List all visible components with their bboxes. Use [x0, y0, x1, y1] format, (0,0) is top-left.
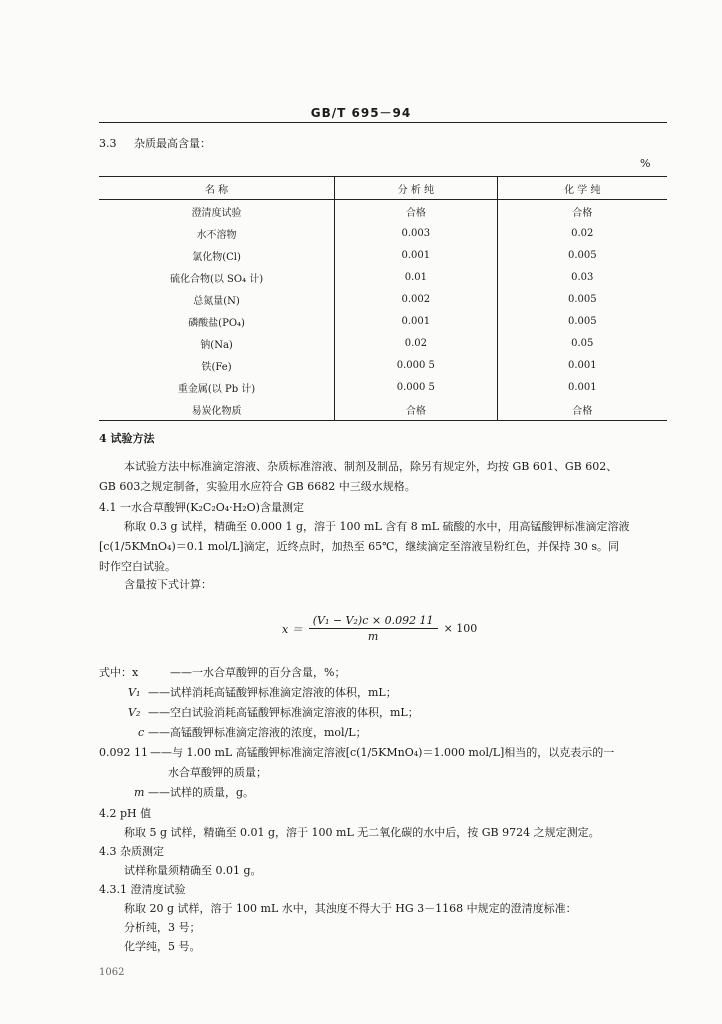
- unit-label: %: [640, 157, 651, 170]
- table-cell: 0.000 5: [335, 354, 497, 376]
- table-cell: 0.001: [335, 244, 497, 266]
- table-cell: 水不溶物: [196, 229, 237, 241]
- table-header-ar: 分 析 纯: [335, 177, 497, 200]
- table-cell: 合格: [497, 398, 667, 421]
- where-desc-c: ——高锰酸钾标准滴定溶液的浓度，mol/L；: [148, 726, 367, 739]
- table-cell: 磷酸盐(PO₄): [188, 317, 245, 329]
- table-cell: 铁(Fe): [201, 361, 232, 373]
- section-3-3-number: 3.3: [99, 137, 117, 150]
- table-cell: 合格: [497, 200, 667, 223]
- section-4-2-heading: 4.2 pH 值: [99, 807, 152, 820]
- where-desc-factor: ——与 1.00 mL 高锰酸钾标准滴定溶液[c(1/5KMnO₄)＝1.000 mol/L]相当的，以克表示的一: [150, 746, 615, 759]
- section-4-3-1-cp: 化学纯，5 号。: [124, 940, 201, 953]
- table-cell: 0.02: [497, 222, 667, 244]
- where-symbol-v2: V₂: [128, 706, 141, 719]
- where-symbol-factor: 0.092 11: [99, 746, 148, 759]
- table-row: [99, 222, 667, 244]
- section-4-1-line-3: 时作空白试验。: [99, 560, 176, 573]
- table-cell: 硫化合物(以 SO₄ 计): [169, 273, 264, 285]
- table-cell: 0.01: [335, 266, 497, 288]
- table-row: [99, 200, 667, 223]
- section-4-3-1-ar: 分析纯，3 号；: [124, 921, 201, 934]
- table-cell: 0.005: [497, 288, 667, 310]
- table-cell: 合格: [335, 200, 497, 223]
- where-symbol-v1: V₁: [128, 686, 141, 699]
- table-row: [99, 310, 667, 332]
- section-4-para-2: GB 603之规定制备，实验用水应符合 GB 6682 中三级水规格。: [99, 480, 416, 493]
- table-cell: 0.003: [335, 222, 497, 244]
- section-4-3-1-text: 称取 20 g 试样，溶于 100 mL 水中，其浊度不得大于 HG 3－1168 中规定的澄清度标准：: [124, 902, 577, 915]
- document-header: GB/T 695－94: [310, 106, 412, 120]
- where-desc-m: ——试样的质量，g。: [148, 786, 255, 799]
- formula-numerator: (V₁ − V₂)c × 0.092 11: [309, 614, 438, 629]
- where-desc-v1: ——试样消耗高锰酸钾标准滴定溶液的体积，mL；: [148, 686, 397, 699]
- where-desc-factor-cont: 水合草酸钾的质量；: [168, 766, 267, 779]
- section-4-2-text: 称取 5 g 试样，精确至 0.01 g，溶于 100 mL 无二氧化碳的水中后，按 GB 9724 之规定测定。: [124, 826, 600, 839]
- section-3-3-title: 杂质最高含量：: [134, 137, 211, 150]
- formula-denominator: m: [367, 630, 379, 643]
- calc-intro: 含量按下式计算：: [124, 578, 212, 591]
- table-cell: 0.02: [335, 332, 497, 354]
- impurity-table: [99, 176, 667, 421]
- table-row: [99, 376, 667, 398]
- table-cell: 0.001: [497, 376, 667, 398]
- section-4-1-line-2: [c(1/5KMnO₄)＝0.1 mol/L]滴定，近终点时，加热至 65℃，继续滴定至溶液呈粉红色，并保持 30 s。同: [99, 540, 620, 553]
- table-cell: 0.001: [497, 354, 667, 376]
- where-symbol-c: c: [138, 726, 145, 739]
- section-4-1-line-1: 称取 0.3 g 试样，精确至 0.000 1 g，溶于 100 mL 含有 8 mL 硫酸的水中，用高锰酸钾标准滴定溶液: [124, 520, 630, 533]
- table-header-name: 名 称: [204, 184, 229, 196]
- section-4-para-1: 本试验方法中标准滴定溶液、杂质标准溶液、制剂及制品，除另有规定外，均按 GB 601、GB 602、: [124, 460, 618, 473]
- table-cell: 0.000 5: [335, 376, 497, 398]
- table-row: [99, 266, 667, 288]
- where-desc-x: ——一水合草酸钾的百分含量，%；: [170, 666, 346, 679]
- section-4-3-1-heading: 4.3.1 澄清度试验: [99, 883, 186, 896]
- table-cell: 0.05: [497, 332, 667, 354]
- table-cell: 重金属(以 Pb 计): [177, 383, 256, 395]
- table-cell: 0.002: [335, 288, 497, 310]
- formula-lhs: x ＝: [282, 622, 303, 636]
- where-symbol-x: 式中：x: [99, 666, 139, 679]
- formula-tail: × 100: [443, 622, 478, 635]
- table-row: [99, 288, 667, 310]
- table-cell: 0.005: [497, 244, 667, 266]
- table-cell: 0.005: [497, 310, 667, 332]
- table-cell: 0.03: [497, 266, 667, 288]
- table-row: [99, 398, 667, 421]
- where-desc-v2: ——空白试验消耗高锰酸钾标准滴定溶液的体积，mL；: [148, 706, 419, 719]
- table-header-row: [99, 177, 667, 200]
- content-formula: [282, 614, 477, 643]
- section-4-1-heading: 4.1 一水合草酸钾(K₂C₂O₄·H₂O)含量测定: [99, 501, 304, 514]
- table-cell: 合格: [335, 398, 497, 421]
- table-cell: 总氮量(N): [193, 295, 240, 307]
- table-header-cp: 化 学 纯: [497, 177, 667, 200]
- page-number: 1062: [99, 967, 125, 978]
- section-4-3-text: 试样称量须精确至 0.01 g。: [124, 864, 262, 877]
- table-cell: 氯化物(Cl): [192, 251, 241, 263]
- section-4-3-heading: 4.3 杂质测定: [99, 845, 164, 858]
- header-rule: [99, 122, 667, 123]
- where-symbol-m: m: [134, 786, 145, 799]
- table-cell: 澄清度试验: [191, 207, 242, 219]
- table-cell: 易炭化物质: [191, 405, 242, 417]
- table-row: [99, 332, 667, 354]
- formula-fraction: [309, 614, 438, 643]
- table-row: [99, 354, 667, 376]
- section-4-heading: 4 试验方法: [99, 432, 155, 445]
- table-cell: 钠(Na): [200, 339, 233, 351]
- table-row: [99, 244, 667, 266]
- table-cell: 0.001: [335, 310, 497, 332]
